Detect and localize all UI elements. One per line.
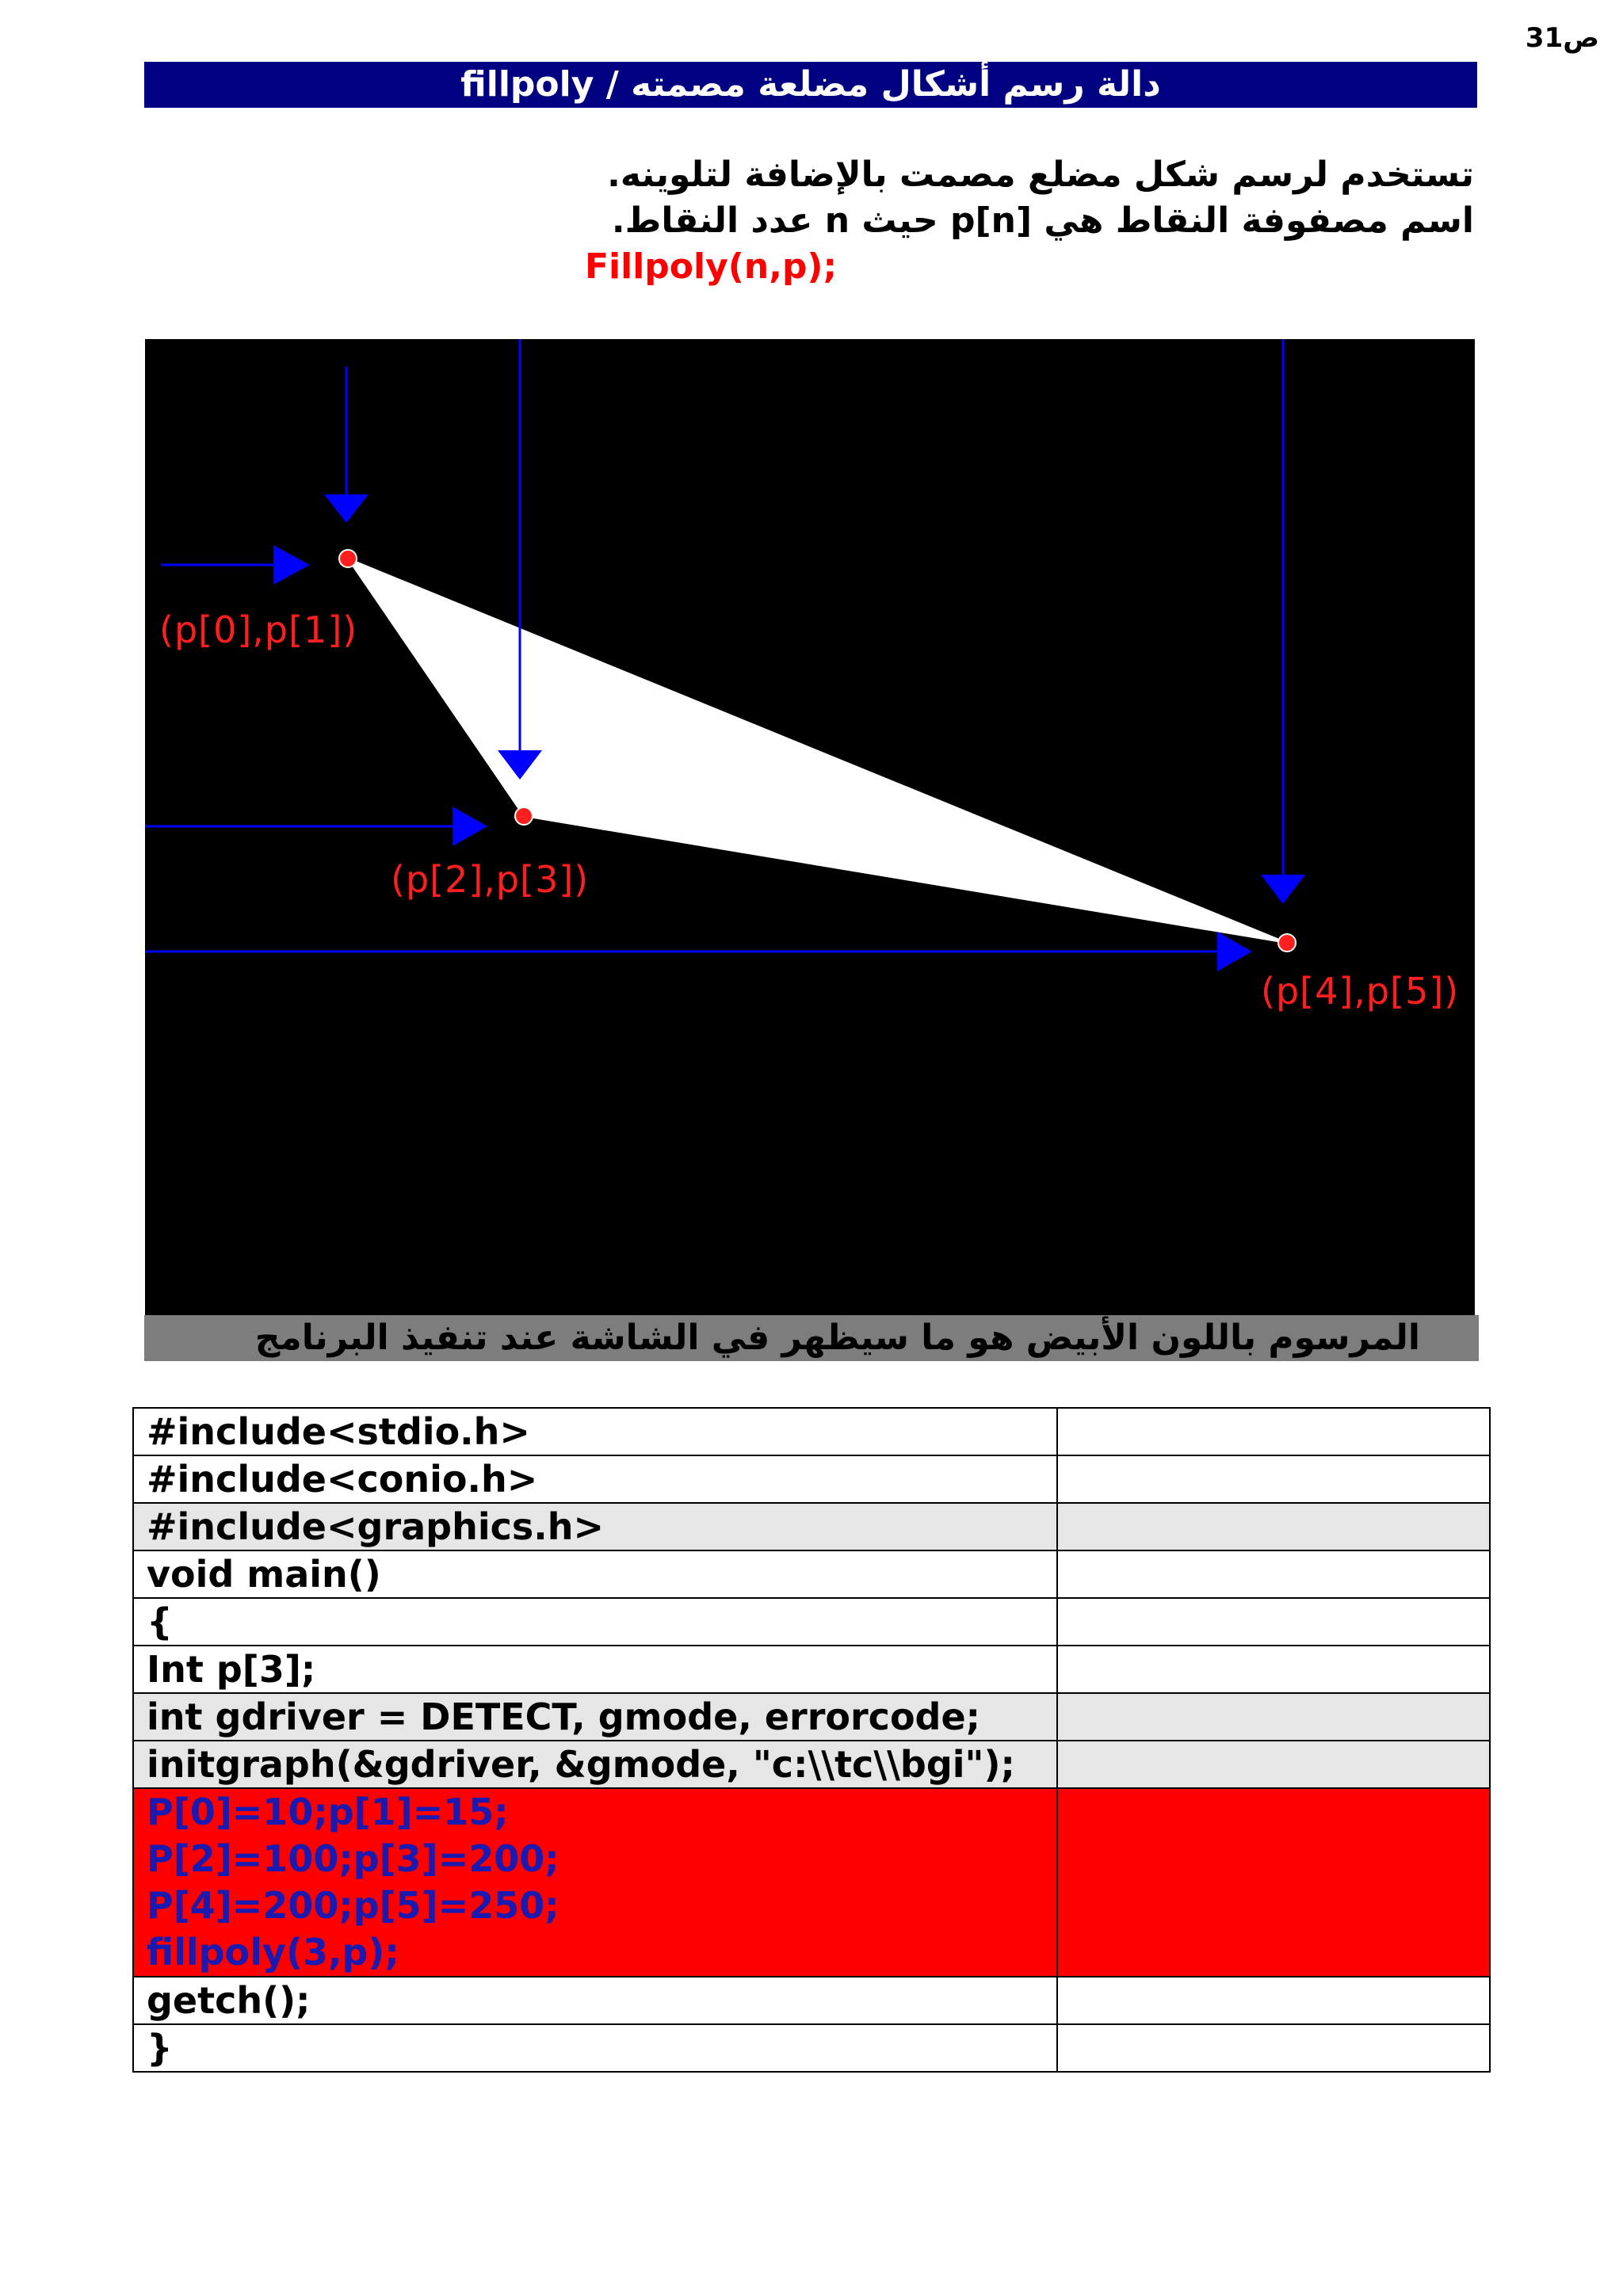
code-table (132, 1407, 1491, 2073)
code-line: { (133, 1598, 1057, 1646)
code-row (133, 1408, 1490, 1455)
figure-drawing (145, 339, 1475, 1315)
syntax-example: Fillpoly(n,p); (585, 246, 838, 287)
code-row (133, 1646, 1490, 1693)
code-row (133, 1693, 1490, 1741)
empty-cell (1057, 1408, 1490, 1455)
page-number: ص31 (1525, 22, 1599, 54)
code-row (133, 1503, 1490, 1550)
empty-cell (1057, 1788, 1490, 1977)
arrow-head (453, 807, 487, 846)
description-line-1: تستخدم لرسم شكل مضلع مصمت بالإضافة لتلوينه. (607, 154, 1474, 195)
description (365, 152, 1474, 290)
code-line: #include<stdio.h> (133, 1408, 1057, 1455)
vertex-marker (1278, 934, 1296, 952)
description-line-2: اسم مصفوفة النقاط هي [p[n حيث n عدد النقاط. (611, 200, 1474, 241)
code-row (133, 2024, 1490, 2072)
vertex-marker (339, 550, 357, 567)
empty-cell (1057, 1455, 1490, 1503)
point-label-2: (p[4],p[5]) (1261, 970, 1460, 1013)
highlighted-code-block (133, 1788, 1057, 1977)
arrow-head (273, 545, 310, 585)
empty-cell (1057, 1503, 1490, 1550)
code-line: Int p[3]; (133, 1646, 1057, 1693)
code-line: fillpoly(3,p); (147, 1931, 399, 1974)
vertex-marker (515, 807, 533, 825)
arrow-head (1261, 875, 1305, 904)
empty-cell (1057, 1550, 1490, 1598)
point-label-1: (p[2],p[3]) (391, 858, 590, 901)
empty-cell (1057, 1693, 1490, 1741)
graphics-output-figure (145, 339, 1475, 1315)
code-line: #include<graphics.h> (133, 1503, 1057, 1550)
code-row (133, 1455, 1490, 1503)
empty-cell (1057, 2024, 1490, 2072)
point-label-0: (p[0],p[1]) (159, 608, 358, 651)
empty-cell (1057, 1646, 1490, 1693)
empty-cell (1057, 1977, 1490, 2024)
code-line: P[2]=100;p[3]=200; (147, 1837, 559, 1880)
empty-cell (1057, 1741, 1490, 1788)
arrow-head (1217, 932, 1252, 971)
page-title: دالة رسم أشكال مضلعة مصمته / fillpoly (144, 62, 1477, 108)
code-line: } (133, 2024, 1057, 2072)
figure-caption-text: المرسوم باللون الأبيض هو ما سيظهر في الشاشة عند تنفيذ البرنامج (254, 1318, 1420, 1358)
figure-caption (144, 1315, 1479, 1361)
code-line: P[0]=10;p[1]=15; (147, 1791, 509, 1833)
code-row-highlighted (133, 1788, 1490, 1977)
code-line: #include<conio.h> (133, 1455, 1057, 1503)
code-line: getch(); (133, 1977, 1057, 2024)
arrow-head (324, 494, 369, 523)
code-row (133, 1598, 1490, 1646)
code-line: P[4]=200;p[5]=250; (147, 1884, 559, 1927)
code-row (133, 1741, 1490, 1788)
code-line: int gdriver = DETECT, gmode, errorcode; (133, 1693, 1057, 1741)
code-row (133, 1550, 1490, 1598)
code-line: void main() (133, 1550, 1057, 1598)
code-row (133, 1977, 1490, 2024)
code-line: initgraph(&gdriver, &gmode, "c:\\tc\\bgi"); (133, 1741, 1057, 1788)
empty-cell (1057, 1598, 1490, 1646)
